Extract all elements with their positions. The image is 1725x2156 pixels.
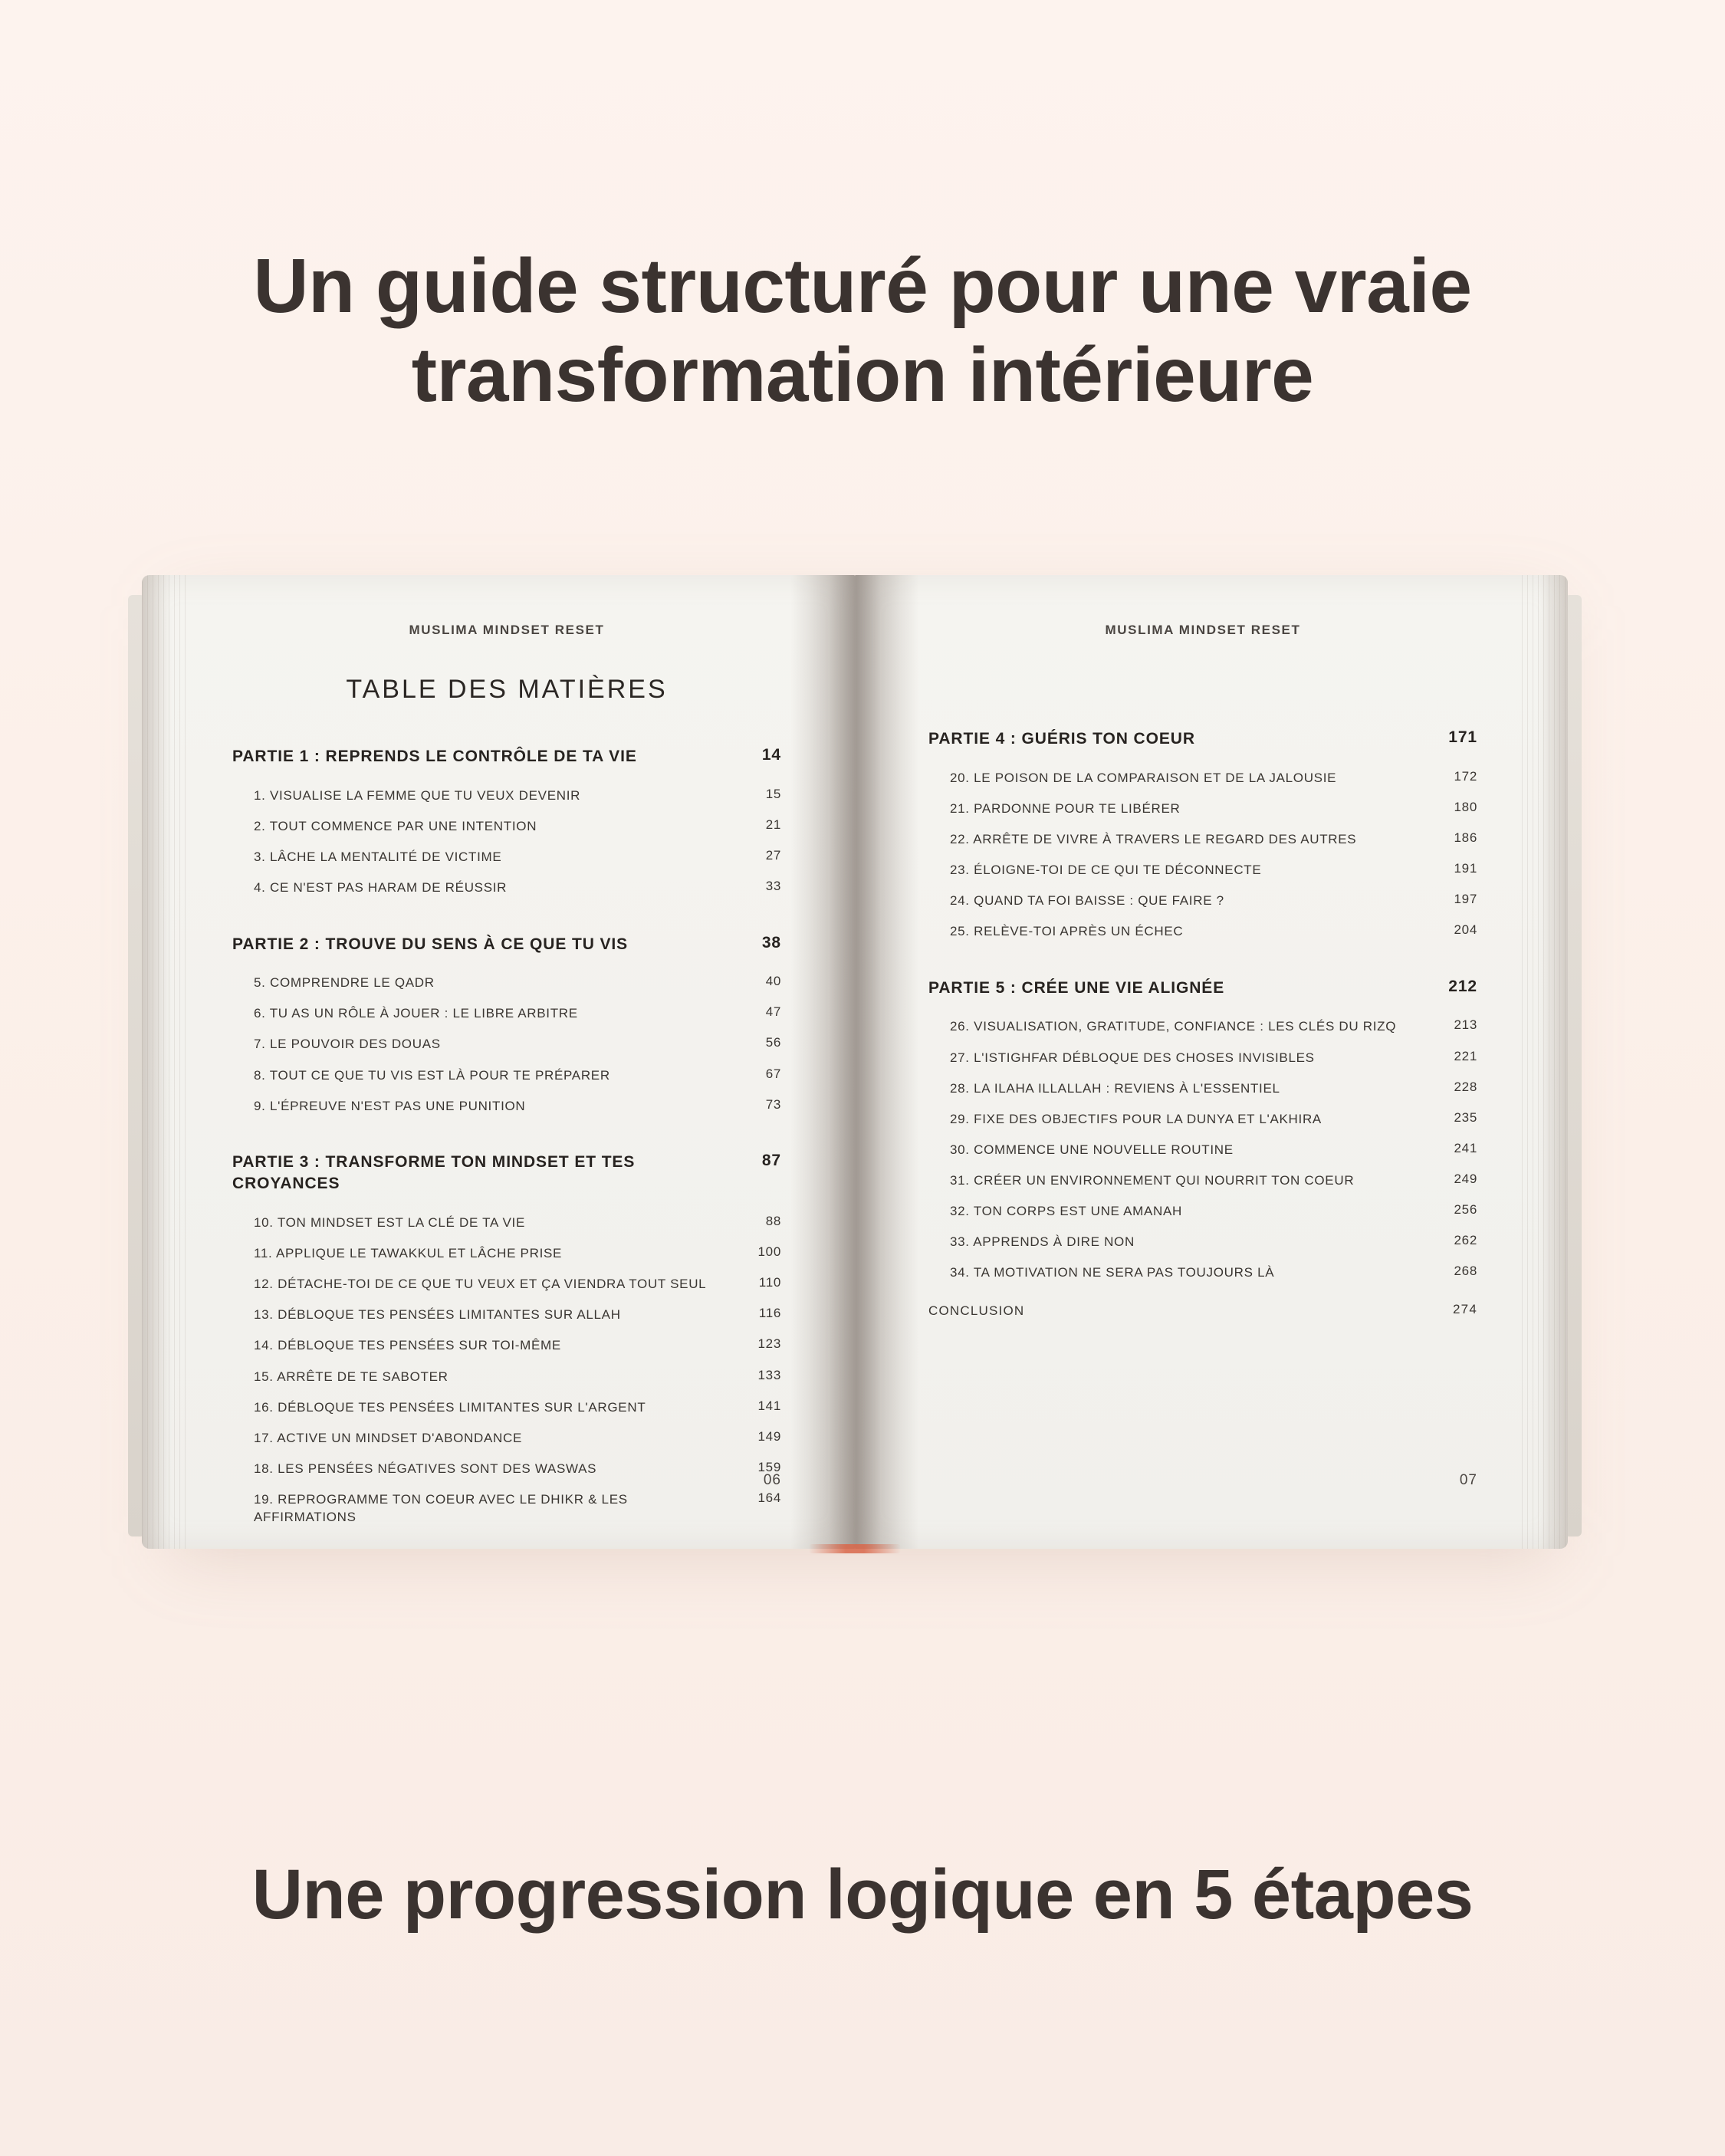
toc-chapter-page: 197	[1454, 892, 1477, 907]
headline-top: Un guide structuré pour une vraie transformation intérieure	[253, 243, 1472, 418]
toc-chapter-page: 191	[1454, 860, 1477, 876]
folio-right: 07	[1459, 1472, 1477, 1488]
toc-chapter-page: 15	[765, 786, 781, 801]
toc-chapter-page: 33	[765, 878, 781, 893]
toc-chapter-row	[928, 762, 1477, 793]
toc-chapter-title: 26. VISUALISATION, GRATITUDE, CONFIANCE : LES CLÉS DU RIZQ	[950, 1019, 1397, 1034]
toc-chapter-title: 11. APPLIQUE LE TAWAKKUL ET LÂCHE PRISE	[254, 1246, 563, 1261]
toc-chapter-title: 20. LE POISON DE LA COMPARAISON ET DE LA JALOUSIE	[950, 770, 1337, 785]
toc-chapter-title: 29. FIXE DES OBJECTIFS POUR LA DUNYA ET L'AKHIRA	[950, 1111, 1322, 1126]
toc-conclusion-row	[928, 1296, 1477, 1326]
toc-chapter-page: 241	[1454, 1140, 1477, 1155]
toc-chapter-title: 9. L'ÉPREUVE N'EST PAS UNE PUNITION	[254, 1098, 526, 1113]
toc-chapter-page: 110	[758, 1275, 781, 1290]
toc-chapter-title: 2. TOUT COMMENCE PAR UNE INTENTION	[254, 818, 537, 833]
toc-chapter-title: 5. COMPRENDRE LE QADR	[254, 975, 435, 991]
toc-chapter-title: 28. LA ILAHA ILLALLAH : REVIENS À L'ESSENTIEL	[950, 1080, 1280, 1096]
toc-chapter-page: 186	[1454, 830, 1477, 845]
toc-chapter-page: 88	[765, 1213, 781, 1228]
toc-chapter-row	[232, 1090, 781, 1121]
page-edge-texture-right	[1522, 575, 1568, 1549]
book-page-left	[142, 575, 855, 1549]
toc-part-block	[928, 728, 1477, 947]
toc-chapter-row	[928, 854, 1477, 885]
toc-chapter-page: 249	[1454, 1171, 1477, 1186]
toc-chapter-title: 6. TU AS UN RÔLE À JOUER : LE LIBRE ARBITRE	[254, 1006, 578, 1021]
page-edge-texture-left	[142, 575, 188, 1549]
book-page-right	[855, 575, 1568, 1549]
headline-bottom: Une progression logique en 5 étapes	[251, 1855, 1474, 1934]
toc-chapter-row	[232, 968, 781, 998]
toc-chapter-row	[928, 1165, 1477, 1195]
toc-chapter-title: 13. DÉBLOQUE TES PENSÉES LIMITANTES SUR ALLAH	[254, 1307, 621, 1323]
toc-chapter-row	[232, 998, 781, 1029]
toc-chapter-row	[232, 841, 781, 872]
toc-chapter-row	[232, 1238, 781, 1269]
toc-chapter-row	[928, 1073, 1477, 1103]
toc-chapter-row	[232, 1029, 781, 1060]
toc-chapter-page: 133	[757, 1367, 781, 1382]
toc-chapter-title: 32. TON CORPS EST UNE AMANAH	[950, 1204, 1183, 1219]
toc-chapter-row	[928, 916, 1477, 947]
toc-chapter-title: 31. CRÉER UN ENVIRONNEMENT QUI NOURRIT TON COEUR	[950, 1172, 1355, 1188]
toc-chapter-title: 27. L'ISTIGHFAR DÉBLOQUE DES CHOSES INVISIBLES	[950, 1050, 1315, 1065]
toc-chapter-title: 24. QUAND TA FOI BAISSE : QUE FAIRE ?	[950, 893, 1224, 909]
toc-chapter-page: 221	[1454, 1048, 1477, 1063]
toc-chapter-row	[928, 1103, 1477, 1134]
toc-chapter-row	[232, 1484, 781, 1532]
toc-chapter-page: 56	[765, 1035, 781, 1050]
toc-chapter-title: 4. CE N'EST PAS HARAM DE RÉUSSIR	[254, 879, 508, 895]
toc-part-block	[232, 1152, 781, 1532]
toc-chapter-page: 235	[1454, 1109, 1477, 1125]
toc-chapter-row	[928, 793, 1477, 823]
toc-part-page: 171	[1448, 728, 1477, 746]
open-book	[142, 575, 1568, 1549]
toc-chapter-page: 262	[1454, 1233, 1477, 1248]
toc-chapter-title: 14. DÉBLOQUE TES PENSÉES SUR TOI-MÊME	[254, 1338, 561, 1353]
toc-chapter-page: 159	[757, 1459, 781, 1474]
toc-chapter-title: 7. LE POUVOIR DES DOUAS	[254, 1037, 441, 1052]
toc-chapter-title: 21. PARDONNE POUR TE LIBÉRER	[950, 800, 1181, 816]
toc-chapter-title: 23. ÉLOIGNE-TOI DE CE QUI TE DÉCONNECTE	[950, 862, 1262, 877]
folio-left: 06	[763, 1472, 781, 1488]
toc-part-row	[232, 934, 781, 955]
toc-chapter-row	[232, 872, 781, 902]
toc-part-title: PARTIE 2 : TROUVE DU SENS À CE QUE TU VIS	[232, 935, 629, 953]
toc-chapter-row	[232, 1300, 781, 1330]
toc-part-row	[232, 746, 781, 767]
toc-chapter-page: 21	[765, 817, 781, 832]
toc-chapter-page: 204	[1454, 922, 1477, 938]
toc-chapter-title: 25. RELÈVE-TOI APRÈS UN ÉCHEC	[950, 924, 1184, 939]
toc-part-row	[928, 978, 1477, 999]
toc-chapter-row	[928, 1196, 1477, 1227]
toc-chapter-title: 19. REPROGRAMME TON COEUR AVEC LE DHIKR & LES AFFIRMATIONS	[254, 1491, 628, 1525]
toc-chapter-title: 10. TON MINDSET EST LA CLÉ DE TA VIE	[254, 1214, 525, 1230]
toc-part-title: PARTIE 1 : REPRENDS LE CONTRÔLE DE TA VIE	[232, 748, 637, 765]
toc-chapter-row	[232, 780, 781, 810]
toc-chapter-title: 18. LES PENSÉES NÉGATIVES SONT DES WASWAS	[254, 1461, 597, 1476]
toc-chapter-page: 116	[758, 1306, 781, 1321]
toc-chapter-row	[232, 1422, 781, 1453]
toc-chapter-row	[928, 1134, 1477, 1165]
toc-chapter-page: 40	[765, 974, 781, 989]
toc-part-block	[232, 934, 781, 1122]
toc-chapter-page: 149	[757, 1428, 781, 1444]
toc-chapter-row	[928, 1011, 1477, 1042]
toc-chapter-page: 123	[757, 1336, 781, 1352]
toc-chapter-row	[232, 1269, 781, 1300]
toc-part-title: PARTIE 4 : GUÉRIS TON COEUR	[928, 730, 1195, 748]
toc-chapter-page: 172	[1454, 768, 1477, 784]
toc-conclusion-title: CONCLUSION	[928, 1303, 1025, 1319]
toc-chapter-title: 30. COMMENCE UNE NOUVELLE ROUTINE	[950, 1142, 1234, 1157]
toc-chapter-title: 17. ACTIVE UN MINDSET D'ABONDANCE	[254, 1430, 523, 1445]
toc-chapter-row	[232, 1392, 781, 1422]
toc-part-title: PARTIE 3 : TRANSFORME TON MINDSET ET TES CROYANCES	[232, 1153, 636, 1193]
toc-chapter-row	[232, 1361, 781, 1392]
book-image	[142, 575, 1583, 1572]
toc-chapter-title: 33. APPRENDS À DIRE NON	[950, 1234, 1135, 1250]
toc-chapter-page: 141	[757, 1398, 781, 1413]
toc-part-block	[232, 746, 781, 903]
toc-part-page: 38	[761, 933, 781, 951]
toc-chapter-page: 47	[765, 1004, 781, 1020]
toc-chapter-page: 73	[765, 1096, 781, 1112]
toc-chapter-row	[928, 1042, 1477, 1073]
toc-chapter-page: 67	[765, 1066, 781, 1081]
toc-chapter-row	[232, 1453, 781, 1484]
toc-chapter-row	[232, 1060, 781, 1090]
toc-title: TABLE DES MATIÈRES	[346, 675, 668, 704]
toc-chapter-row	[928, 1227, 1477, 1257]
toc-chapter-row	[928, 1257, 1477, 1288]
toc-chapter-title: 3. LÂCHE LA MENTALITÉ DE VICTIME	[254, 849, 502, 864]
toc-part-block	[928, 978, 1477, 1326]
toc-chapter-title: 16. DÉBLOQUE TES PENSÉES LIMITANTES SUR L'ARGENT	[254, 1399, 646, 1415]
bookmark-ribbon	[809, 1544, 901, 1553]
toc-part-page: 87	[761, 1152, 781, 1170]
running-head-right: MUSLIMA MINDSET RESET	[1105, 623, 1301, 637]
toc-chapter-page: 164	[757, 1490, 781, 1505]
toc-part-page: 212	[1448, 977, 1477, 995]
toc-chapter-row	[232, 1330, 781, 1361]
toc-chapter-row	[928, 886, 1477, 916]
toc-chapter-page: 100	[757, 1244, 781, 1260]
toc-chapter-row	[232, 1207, 781, 1237]
toc-part-row	[232, 1152, 781, 1195]
toc-chapter-page: 180	[1454, 799, 1477, 814]
toc-chapter-title: 34. TA MOTIVATION NE SERA PAS TOUJOURS LÀ	[950, 1265, 1275, 1280]
running-head-left: MUSLIMA MINDSET RESET	[409, 623, 605, 637]
toc-chapter-title: 1. VISUALISE LA FEMME QUE TU VEUX DEVENIR	[254, 787, 581, 803]
toc-chapter-title: 22. ARRÊTE DE VIVRE À TRAVERS LE REGARD DES AUTRES	[950, 831, 1357, 846]
toc-part-page: 14	[761, 746, 781, 764]
toc-part-row	[928, 728, 1477, 750]
toc-chapter-title: 8. TOUT CE QUE TU VIS EST LÀ POUR TE PRÉPARER	[254, 1067, 610, 1083]
toc-chapter-title: 15. ARRÊTE DE TE SABOTER	[254, 1369, 449, 1384]
toc-part-title: PARTIE 5 : CRÉE UNE VIE ALIGNÉE	[928, 978, 1225, 997]
left-page-content	[232, 575, 781, 1549]
toc-conclusion-page: 274	[1453, 1302, 1477, 1317]
toc-chapter-page: 268	[1454, 1264, 1477, 1279]
toc-chapter-page: 27	[765, 847, 781, 863]
toc-chapter-title: 12. DÉTACHE-TOI DE CE QUE TU VEUX ET ÇA VIENDRA TOUT SEUL	[254, 1277, 707, 1292]
toc-chapter-row	[928, 823, 1477, 854]
toc-chapter-row	[232, 810, 781, 841]
toc-chapter-page: 213	[1454, 1017, 1477, 1033]
toc-chapter-page: 228	[1454, 1079, 1477, 1094]
right-page-content	[928, 575, 1477, 1549]
toc-chapter-page: 256	[1454, 1202, 1477, 1218]
